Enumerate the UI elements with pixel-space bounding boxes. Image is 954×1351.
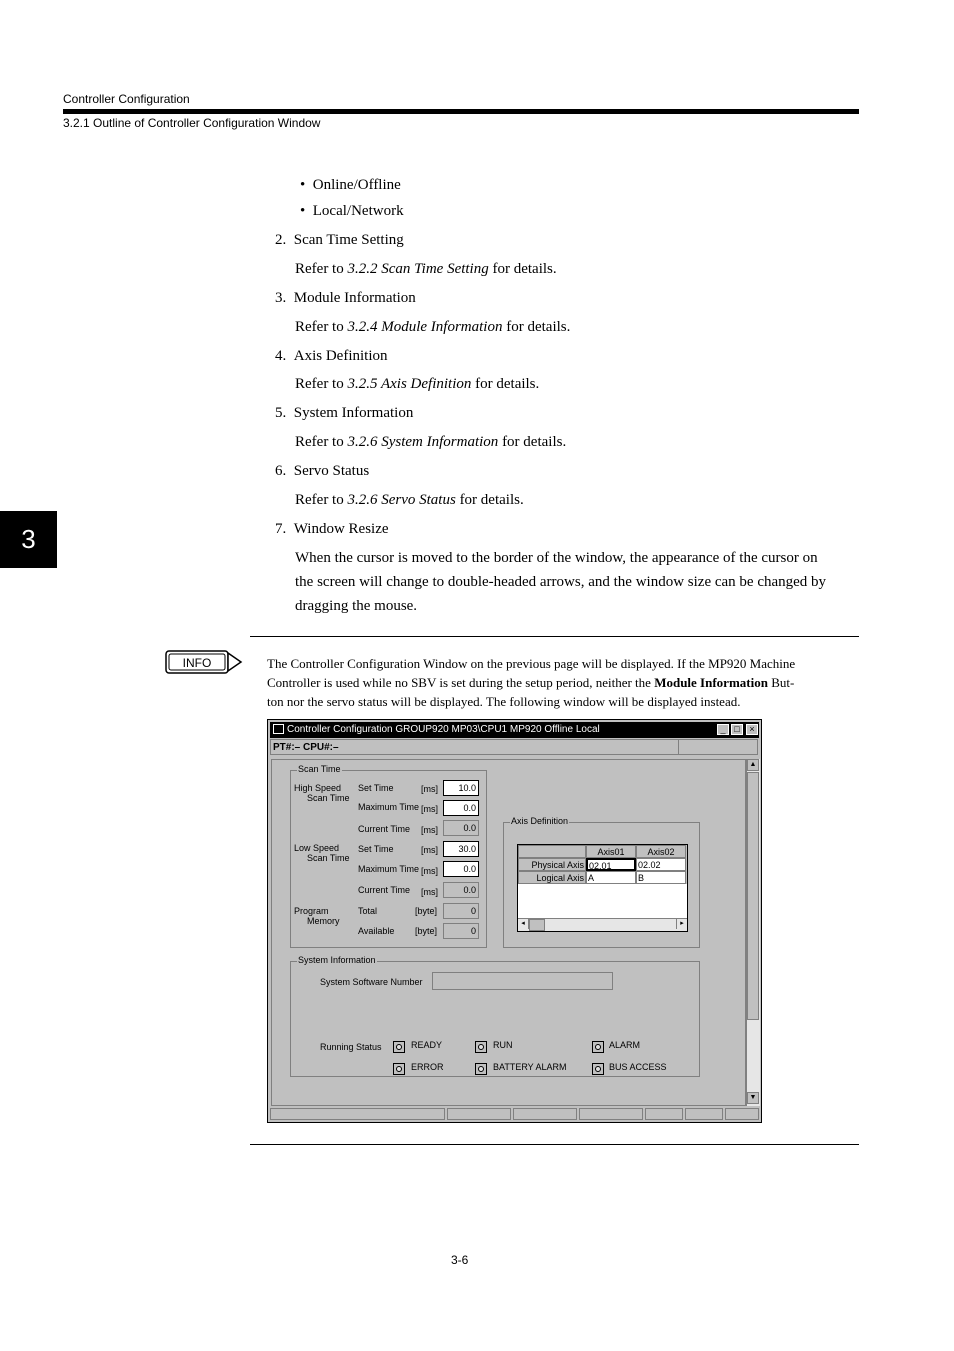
logical-axis-label: Logical Axis (518, 871, 586, 884)
status-cell-4 (579, 1108, 643, 1120)
ready-indicator-icon (393, 1041, 405, 1053)
vscroll-thumb[interactable] (747, 772, 759, 1020)
available-label: Available (358, 926, 395, 936)
svg-text:INFO: INFO (182, 656, 212, 670)
info-icon (165, 650, 243, 674)
bus-access-indicator-icon (592, 1063, 604, 1075)
battery-alarm-label: BATTERY ALARM (493, 1062, 567, 1072)
run-indicator-icon (475, 1041, 487, 1053)
ls-current-time-unit: [ms] (421, 887, 438, 897)
run-label: RUN (493, 1040, 513, 1050)
item-module-information-ref: Refer to 3.2.4 Module Information for details. (295, 319, 571, 335)
window-resize-line-1: When the cursor is moved to the border of the window, the appearance of the cursor on (295, 550, 818, 566)
axis-col-axis02: Axis02 (636, 845, 686, 858)
minimize-icon[interactable]: _ (717, 724, 729, 735)
info-line-2: Controller is used while no SBV is set during the setup period, neither the Module Information But- (267, 675, 795, 690)
ls-current-time-field: 0.0 (443, 882, 479, 898)
scroll-up-icon[interactable]: ▲ (747, 759, 759, 771)
system-software-number-field (432, 972, 613, 990)
status-cell-1 (270, 1108, 445, 1120)
item-window-resize: 7. Window Resize (275, 521, 389, 537)
scroll-right-icon[interactable]: ▸ (676, 919, 687, 929)
running-header-section: Controller Configuration (63, 92, 190, 106)
status-bar (270, 1108, 760, 1120)
window-resize-line-2: the screen will change to double-headed arrows, and the window size can be changed by (295, 574, 827, 590)
total-memory-field: 0 (443, 903, 479, 919)
axis-col-axis01: Axis01 (586, 845, 636, 858)
axis-definition-group-label: Axis Definition (511, 816, 569, 826)
item-system-information: 5. System Information (275, 405, 414, 421)
ls-maximum-time-field: 0.0 (443, 861, 479, 877)
ls-maximum-time-unit: [ms] (421, 866, 438, 876)
hs-maximum-time-field: 0.0 (443, 800, 479, 816)
hscroll-thumb[interactable] (529, 919, 545, 931)
memory-label: Memory (307, 916, 340, 926)
item-axis-definition-ref: Refer to 3.2.5 Axis Definition for details. (295, 376, 540, 392)
total-unit: [byte] (415, 906, 438, 916)
page-number: 3-6 (451, 1253, 469, 1267)
item-servo-status-ref: Refer to 3.2.6 Servo Status for details. (295, 492, 524, 508)
total-label: Total (358, 906, 378, 916)
info-line-1: The Controller Configuration Window on the previous page will be displayed. If the MP920 Machine (267, 656, 796, 671)
chapter-tab: 3 (0, 511, 57, 568)
info-top-rule (250, 636, 859, 637)
item-scan-time-ref: Refer to 3.2.2 Scan Time Setting for details. (295, 261, 557, 277)
maximize-icon[interactable]: □ (731, 724, 743, 735)
status-cell-6 (685, 1108, 723, 1120)
controller-configuration-window (267, 719, 762, 1123)
physical-axis02-cell[interactable]: 02.02 (636, 858, 686, 871)
hs-set-time-unit: [ms] (421, 784, 438, 794)
error-label: ERROR (411, 1062, 444, 1072)
pt-cpu-bar-right (678, 739, 758, 755)
window-client-area (271, 759, 746, 1106)
hs-maximum-time-unit: [ms] (421, 804, 438, 814)
close-icon[interactable]: × (746, 724, 758, 735)
high-speed-label: High Speed (294, 783, 342, 793)
hs-maximum-time-label: Maximum Time (358, 802, 420, 812)
program-label: Program (294, 906, 329, 916)
hs-set-time-input[interactable]: 10.0 (443, 780, 479, 796)
hs-set-time-label: Set Time (358, 783, 394, 793)
pt-cpu-bar: PT#:– CPU#:– (270, 739, 679, 755)
vertical-scrollbar[interactable] (746, 759, 760, 1106)
low-speed-scan-time-label: Scan Time (307, 853, 350, 863)
ready-label: READY (411, 1040, 443, 1050)
scan-time-group-label: Scan Time (298, 764, 341, 774)
item-axis-definition: 4. Axis Definition (275, 348, 388, 364)
item-system-information-ref: Refer to 3.2.6 System Information for details. (295, 434, 567, 450)
system-information-group-label: System Information (298, 955, 376, 965)
high-speed-scan-time-label: Scan Time (307, 793, 350, 803)
error-indicator-icon (393, 1063, 405, 1075)
status-cell-2 (447, 1108, 511, 1120)
ls-set-time-unit: [ms] (421, 845, 438, 855)
ls-maximum-time-label: Maximum Time (358, 864, 420, 874)
bus-access-label: BUS ACCESS (609, 1062, 667, 1072)
axis-grid-corner (518, 845, 586, 858)
scroll-left-icon[interactable]: ◂ (518, 919, 529, 929)
info-line-3: ton nor the servo status will be displayed. The following window will be displayed instead. (267, 694, 741, 709)
hs-current-time-unit: [ms] (421, 825, 438, 835)
axis-grid-hscroll[interactable] (518, 918, 687, 931)
status-cell-3 (513, 1108, 577, 1120)
available-unit: [byte] (415, 926, 438, 936)
physical-axis01-cell[interactable]: 02.01 (586, 858, 636, 871)
running-status-label: Running Status (320, 1042, 382, 1052)
item-module-information: 3. Module Information (275, 290, 416, 306)
logical-axis01-cell[interactable]: A (586, 871, 636, 884)
ls-set-time-input[interactable]: 30.0 (443, 841, 479, 857)
bullet-online-offline: • Online/Offline (300, 177, 401, 193)
battery-alarm-indicator-icon (475, 1063, 487, 1075)
axis-grid-empty (518, 884, 687, 918)
window-titlebar: Controller Configuration GROUP920 MP03\CPU1 MP920 Offline Local _ □ × (270, 722, 759, 738)
ls-current-time-label: Current Time (358, 885, 411, 895)
alarm-indicator-icon (592, 1041, 604, 1053)
axis-grid (517, 844, 688, 932)
physical-axis-label: Physical Axis (518, 858, 586, 871)
hs-current-time-field: 0.0 (443, 820, 479, 836)
ls-set-time-label: Set Time (358, 844, 394, 854)
info-bottom-rule (250, 1144, 859, 1145)
logical-axis02-cell[interactable]: B (636, 871, 686, 884)
scroll-down-icon[interactable]: ▼ (747, 1092, 759, 1104)
alarm-label: ALARM (609, 1040, 641, 1050)
system-software-number-label: System Software Number (320, 977, 423, 987)
status-cell-5 (645, 1108, 683, 1120)
bullet-local-network: • Local/Network (300, 203, 404, 219)
low-speed-label: Low Speed (294, 843, 340, 853)
item-servo-status: 6. Servo Status (275, 463, 370, 479)
hs-current-time-label: Current Time (358, 824, 411, 834)
window-menu-icon[interactable] (273, 724, 284, 734)
item-scan-time-setting: 2. Scan Time Setting (275, 232, 404, 248)
resize-grip-icon[interactable] (725, 1108, 759, 1120)
header-rule (63, 109, 859, 114)
window-resize-line-3: dragging the mouse. (295, 598, 418, 614)
available-memory-field: 0 (443, 923, 479, 939)
running-header-subsection: 3.2.1 Outline of Controller Configuration Window (63, 116, 321, 130)
